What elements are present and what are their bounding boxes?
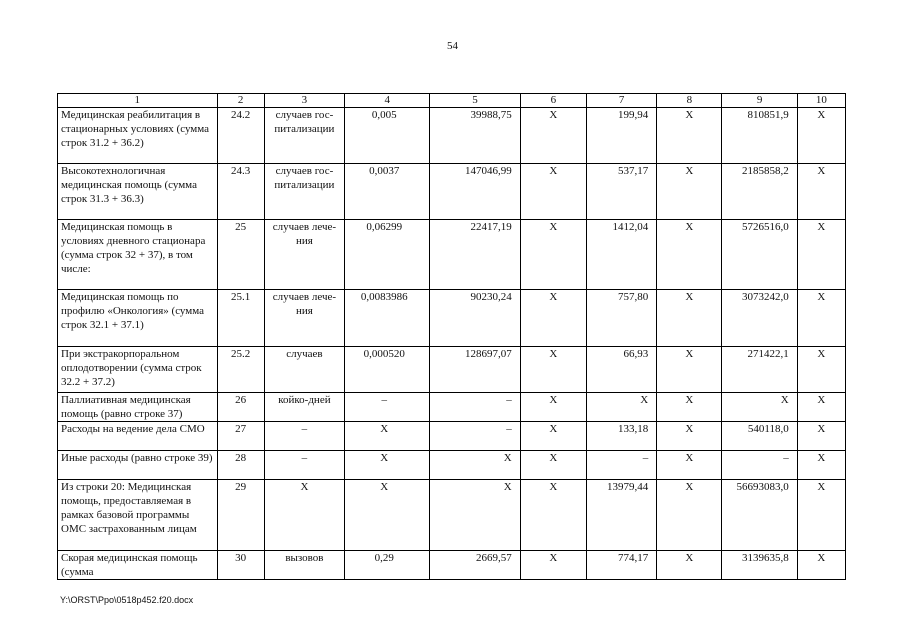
table-cell: 56693083,0 xyxy=(722,480,797,551)
table-cell: случаев лече-ния xyxy=(264,220,344,290)
table-cell: 147046,99 xyxy=(430,164,520,220)
table-cell: 28 xyxy=(217,451,264,480)
table-cell: 2669,57 xyxy=(430,551,520,580)
table-cell: Х xyxy=(657,451,722,480)
table-cell: Х xyxy=(797,480,845,551)
column-header: 9 xyxy=(722,94,797,108)
table-cell: – xyxy=(586,451,656,480)
table-cell: Х xyxy=(430,451,520,480)
table-cell: Х xyxy=(520,393,586,422)
table-cell: 0,0037 xyxy=(345,164,430,220)
table-row xyxy=(58,108,846,164)
table-cell: Х xyxy=(797,551,845,580)
table-cell: При экстракорпоральном оплодотворении (сумма строк 32.2 + 37.2) xyxy=(58,347,218,393)
table-cell: 3073242,0 xyxy=(722,290,797,347)
table-row xyxy=(58,451,846,480)
table-cell: 810851,9 xyxy=(722,108,797,164)
file-path-footer: Y:\ORST\Ppo\0518p452.f20.docx xyxy=(60,595,194,605)
table-cell: – xyxy=(345,393,430,422)
table-cell: 757,80 xyxy=(586,290,656,347)
table-cell: Х xyxy=(520,480,586,551)
table-cell: Х xyxy=(657,480,722,551)
table-cell: Х xyxy=(797,290,845,347)
table-cell: Х xyxy=(657,551,722,580)
column-header: 8 xyxy=(657,94,722,108)
table-cell: Х xyxy=(797,347,845,393)
table-cell: Х xyxy=(797,108,845,164)
table-cell: 0,000520 xyxy=(345,347,430,393)
table-row xyxy=(58,422,846,451)
table-cell: Х xyxy=(345,422,430,451)
table-cell: 66,93 xyxy=(586,347,656,393)
table-cell: Х xyxy=(657,220,722,290)
table-cell: Х xyxy=(657,347,722,393)
table-cell: 133,18 xyxy=(586,422,656,451)
table-cell: 0,005 xyxy=(345,108,430,164)
table-cell: Х xyxy=(520,422,586,451)
table-cell: 27 xyxy=(217,422,264,451)
table-cell: 199,94 xyxy=(586,108,656,164)
table-cell: случаев xyxy=(264,347,344,393)
table-cell: Х xyxy=(520,108,586,164)
table-cell: 1412,04 xyxy=(586,220,656,290)
table-cell: 0,06299 xyxy=(345,220,430,290)
table-cell: случаев гос-питализации xyxy=(264,164,344,220)
table-row xyxy=(58,393,846,422)
column-header: 1 xyxy=(58,94,218,108)
table-cell: 774,17 xyxy=(586,551,656,580)
table-cell: Х xyxy=(520,551,586,580)
table-cell: Х xyxy=(657,393,722,422)
data-table xyxy=(57,93,846,580)
table-cell: Х xyxy=(520,451,586,480)
table-cell: Х xyxy=(520,164,586,220)
table-cell: Х xyxy=(797,451,845,480)
table-cell: Х xyxy=(345,451,430,480)
table-cell: 25.1 xyxy=(217,290,264,347)
table-cell: 13979,44 xyxy=(586,480,656,551)
table-cell: 0,0083986 xyxy=(345,290,430,347)
table-cell: Х xyxy=(430,480,520,551)
table-cell: 24.2 xyxy=(217,108,264,164)
table-cell: Х xyxy=(797,422,845,451)
table-cell: Х xyxy=(657,422,722,451)
column-header: 3 xyxy=(264,94,344,108)
table-cell: случаев гос-питализации xyxy=(264,108,344,164)
table-cell: 39988,75 xyxy=(430,108,520,164)
table-row xyxy=(58,347,846,393)
table-cell: вызовов xyxy=(264,551,344,580)
table-cell: Х xyxy=(722,393,797,422)
table-cell: – xyxy=(722,451,797,480)
table-cell: Х xyxy=(264,480,344,551)
table-cell: Х xyxy=(520,290,586,347)
table-cell: 26 xyxy=(217,393,264,422)
table-cell: Х xyxy=(657,108,722,164)
table-cell: 537,17 xyxy=(586,164,656,220)
column-header: 2 xyxy=(217,94,264,108)
page-number: 54 xyxy=(447,40,458,52)
table-cell: Скорая медицинская помощь (сумма xyxy=(58,551,218,580)
table-cell: – xyxy=(430,422,520,451)
table-cell: 0,29 xyxy=(345,551,430,580)
table-cell: Медицинская помощь по профилю «Онкология» (сумма строк 32.1 + 37.1) xyxy=(58,290,218,347)
table-cell: Медицинская помощь в условиях дневного стационара (сумма строк 32 + 37), в том числе: xyxy=(58,220,218,290)
table-cell: 29 xyxy=(217,480,264,551)
table-row xyxy=(58,551,846,580)
column-header: 5 xyxy=(430,94,520,108)
column-header: 7 xyxy=(586,94,656,108)
table-cell: 90230,24 xyxy=(430,290,520,347)
table-cell: Расходы на ведение дела СМО xyxy=(58,422,218,451)
table-row xyxy=(58,220,846,290)
table-cell: Х xyxy=(797,220,845,290)
table-cell: Х xyxy=(586,393,656,422)
column-header: 10 xyxy=(797,94,845,108)
table-cell: Иные расходы (равно строке 39) xyxy=(58,451,218,480)
table-cell: 128697,07 xyxy=(430,347,520,393)
table-cell: Х xyxy=(797,393,845,422)
table-row xyxy=(58,290,846,347)
table-cell: 3139635,8 xyxy=(722,551,797,580)
table-cell: – xyxy=(264,422,344,451)
header-row xyxy=(58,94,846,108)
table-cell: Высокотехнологичная медицинская помощь (сумма строк 31.3 + 36.3) xyxy=(58,164,218,220)
table-cell: Х xyxy=(520,347,586,393)
table-cell: Из строки 20: Медицинская помощь, предоставляемая в рамках базовой программы ОМС застрахованным лицам xyxy=(58,480,218,551)
table-cell: Х xyxy=(657,290,722,347)
table-cell: 30 xyxy=(217,551,264,580)
table-cell: Х xyxy=(797,164,845,220)
table-cell: 2185858,2 xyxy=(722,164,797,220)
table-cell: 540118,0 xyxy=(722,422,797,451)
column-header: 6 xyxy=(520,94,586,108)
table-cell: Медицинская реабилитация в стационарных условиях (сумма строк 31.2 + 36.2) xyxy=(58,108,218,164)
table-row xyxy=(58,164,846,220)
table-cell: 25.2 xyxy=(217,347,264,393)
table-cell: – xyxy=(430,393,520,422)
column-header: 4 xyxy=(345,94,430,108)
table-cell: Х xyxy=(657,164,722,220)
table-row xyxy=(58,480,846,551)
table-cell: 22417,19 xyxy=(430,220,520,290)
table-cell: случаев лече-ния xyxy=(264,290,344,347)
table-cell: Паллиативная медицинская помощь (равно строке 37) xyxy=(58,393,218,422)
table-cell: койко-дней xyxy=(264,393,344,422)
table-cell: Х xyxy=(520,220,586,290)
table-cell: – xyxy=(264,451,344,480)
table-cell: 5726516,0 xyxy=(722,220,797,290)
table-cell: 24.3 xyxy=(217,164,264,220)
table-cell: Х xyxy=(345,480,430,551)
table-cell: 271422,1 xyxy=(722,347,797,393)
table-cell: 25 xyxy=(217,220,264,290)
